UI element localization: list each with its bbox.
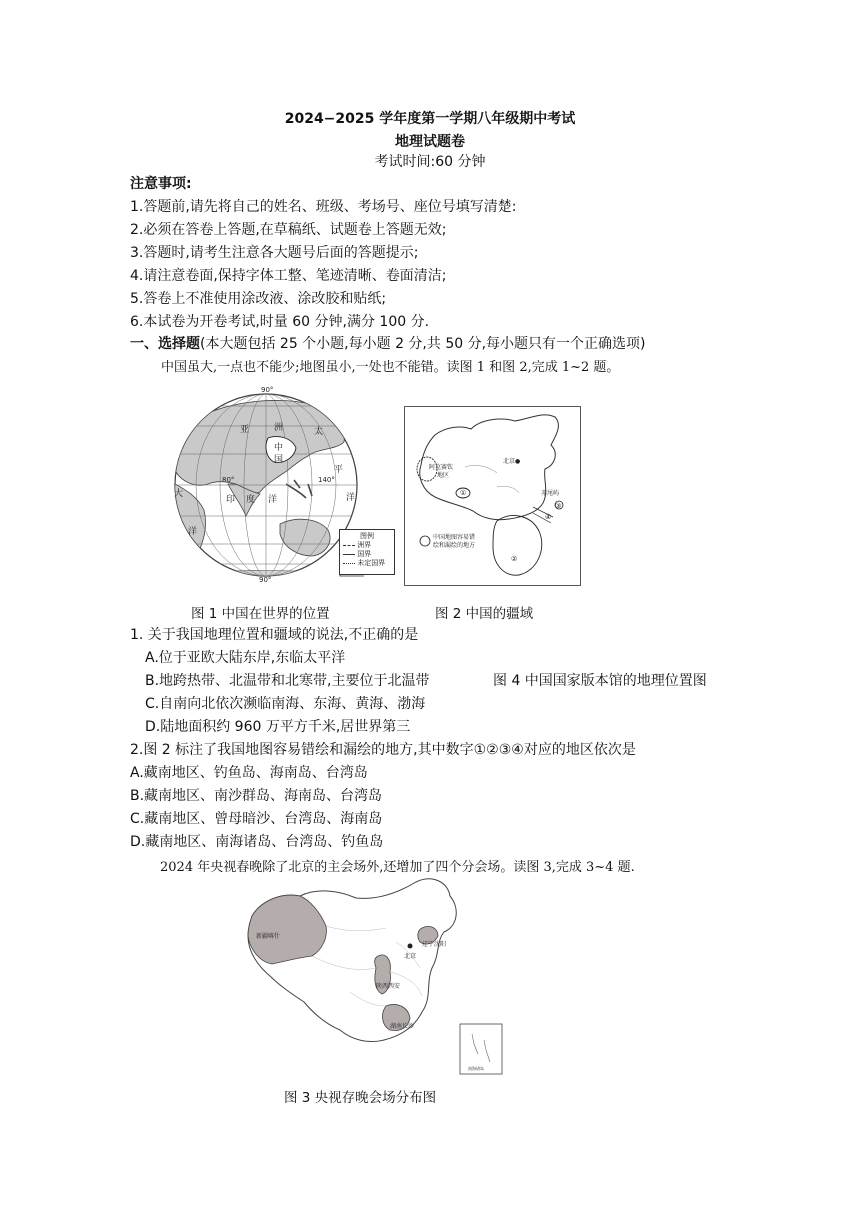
- note-item: 5.答卷上不准使用涂改液、涂改胶和贴纸;: [130, 291, 387, 307]
- label-zhou: 洲: [274, 423, 284, 433]
- label-atlantic-2: 洋: [188, 527, 198, 537]
- section-label: 一、选择题: [130, 336, 200, 352]
- label-pacific-2: 平: [334, 465, 344, 475]
- question-2-option-c[interactable]: C.藏南地区、曾母暗沙、台湾岛、海南岛: [130, 811, 383, 827]
- inset-label: 南海诸岛: [468, 1066, 484, 1071]
- lat-bottom-label: 90°: [259, 576, 272, 584]
- note-item: 4.请注意卷面,保持字体工整、笔迹清晰、卷面清洁;: [130, 268, 447, 284]
- figure-1-legend: [339, 529, 395, 575]
- label-indian-3: 洋: [268, 495, 278, 505]
- question-1-option-c[interactable]: C.自南向北依次濒临南海、东海、黄海、渤海: [145, 696, 426, 712]
- question-2-option-d[interactable]: D.藏南地区、南海诸岛、台湾岛、钓鱼岛: [130, 834, 384, 850]
- legend-border-label: 国界: [357, 550, 372, 558]
- beijing-label-fig3: 北京: [404, 953, 417, 960]
- label-asia: 亚: [240, 425, 250, 435]
- beijing-label: 北京●: [503, 458, 521, 465]
- legend-circle-symbol: [420, 536, 430, 546]
- legend-title: 图例: [360, 532, 374, 540]
- label-pacific-3: 洋: [346, 493, 356, 503]
- intro-1-2: 中国虽大,一点也不能少;地图虽小,一处也不能错。读图 1 和图 2,完成 1~2 题。: [161, 360, 620, 375]
- note-item: 6.本试卷为开卷考试,时量 60 分钟,满分 100 分.: [130, 314, 430, 330]
- figure-3-venue-map: [246, 872, 506, 1078]
- aksai-chin-label-2: 地区: [437, 472, 450, 479]
- marker-3-label: ③: [555, 502, 562, 510]
- liaoning-label: 辽宁沈阳: [422, 941, 447, 948]
- label-china-2: 国: [274, 455, 284, 465]
- fig2-legend-line-2: 绘和漏绘的地方: [433, 542, 476, 549]
- figure-2-caption: 图 2 中国的疆域: [435, 606, 534, 622]
- legend-row-continent: [343, 541, 391, 550]
- label-atlantic-1: 大: [174, 489, 184, 499]
- question-1-option-b[interactable]: B.地跨热带、北温带和北寒带,主要位于北温带: [145, 673, 430, 689]
- figure-1-globe-map: [168, 384, 364, 584]
- note-item: 3.答题时,请考生注意各大题号后面的答题提示;: [130, 245, 419, 261]
- aksai-chin-label-1: 阿克赛钦: [429, 464, 454, 471]
- south-china-sea-islands: [493, 516, 542, 576]
- hunan-label: 湖南长沙: [390, 1023, 415, 1030]
- legend-row-border: [343, 550, 391, 559]
- figure-1-caption: 图 1 中国在世界的位置: [191, 606, 330, 622]
- beijing-marker: [408, 944, 413, 949]
- question-1-stem: 1. 关于我国地理位置和疆域的说法,不正确的是: [130, 627, 419, 643]
- shaanxi-label: 陕西西安: [376, 983, 401, 990]
- legend-row-undetermined: [343, 559, 391, 568]
- chiwei-label: 赤尾屿: [541, 490, 560, 497]
- label-indian-2: 度: [246, 495, 256, 505]
- lon-left-label: 80°: [222, 476, 235, 484]
- figure-4-caption-fragment: 图 4 中国国家版本馆的地理位置图: [493, 673, 707, 689]
- section-heading: [130, 334, 646, 354]
- label-indian-1: 印: [226, 495, 236, 505]
- question-1-option-a[interactable]: A.位于亚欧大陆东岸,东临太平洋: [145, 650, 346, 666]
- question-2-stem: 2.图 2 标注了我国地图容易错绘和漏绘的地方,其中数字①②③④对应的地区依次是: [130, 742, 636, 758]
- question-2-option-a[interactable]: A.藏南地区、钓鱼岛、海南岛、台湾岛: [130, 765, 368, 781]
- lon-right-label: 140°: [318, 476, 335, 484]
- marker-2-label: ②: [511, 555, 518, 563]
- figure-2-china-map: [405, 407, 578, 583]
- legend-continent-label: 洲界: [357, 541, 372, 549]
- note-item: 2.必须在答卷上答题,在草稿纸、试题卷上答题无效;: [130, 222, 447, 238]
- intro-3-4: 2024 年央视春晚除了北京的主会场外,还增加了四个分会场。读图 3,完成 3~4 题.: [160, 860, 635, 875]
- note-item: 1.答题前,请先将自己的姓名、班级、考场号、座位号填写清楚:: [130, 199, 517, 215]
- question-1-option-d[interactable]: D.陆地面积约 960 万平方千米,居世界第三: [145, 719, 411, 735]
- exam-subtitle: 地理试题卷: [395, 134, 465, 150]
- label-china-1: 中: [274, 443, 284, 453]
- fig2-legend-line-1: 中国地图容易错: [433, 534, 476, 541]
- marker-1-label: ①: [460, 489, 467, 497]
- exam-title: 2024−2025 学年度第一学期八年级期中考试: [284, 111, 576, 127]
- figure-3-caption: 图 3 央视存晚会场分布图: [284, 1090, 437, 1106]
- section-description: (本大题包括 25 个小题,每小题 2 分,共 50 分,每小题只有一个正确选项): [200, 336, 646, 352]
- xinjiang-label: 新疆喀什: [256, 933, 281, 940]
- notes-heading: 注意事项:: [130, 176, 192, 192]
- lat-top-label: 90°: [261, 386, 274, 394]
- legend-undetermined-label: 未定国界: [357, 559, 386, 567]
- marker-4-label: ④: [545, 513, 552, 521]
- exam-time: 考试时间:60 分钟: [374, 154, 486, 170]
- question-2-option-b[interactable]: B.藏南地区、南沙群岛、海南岛、台湾岛: [130, 788, 383, 804]
- label-pacific-1: 太: [314, 427, 324, 437]
